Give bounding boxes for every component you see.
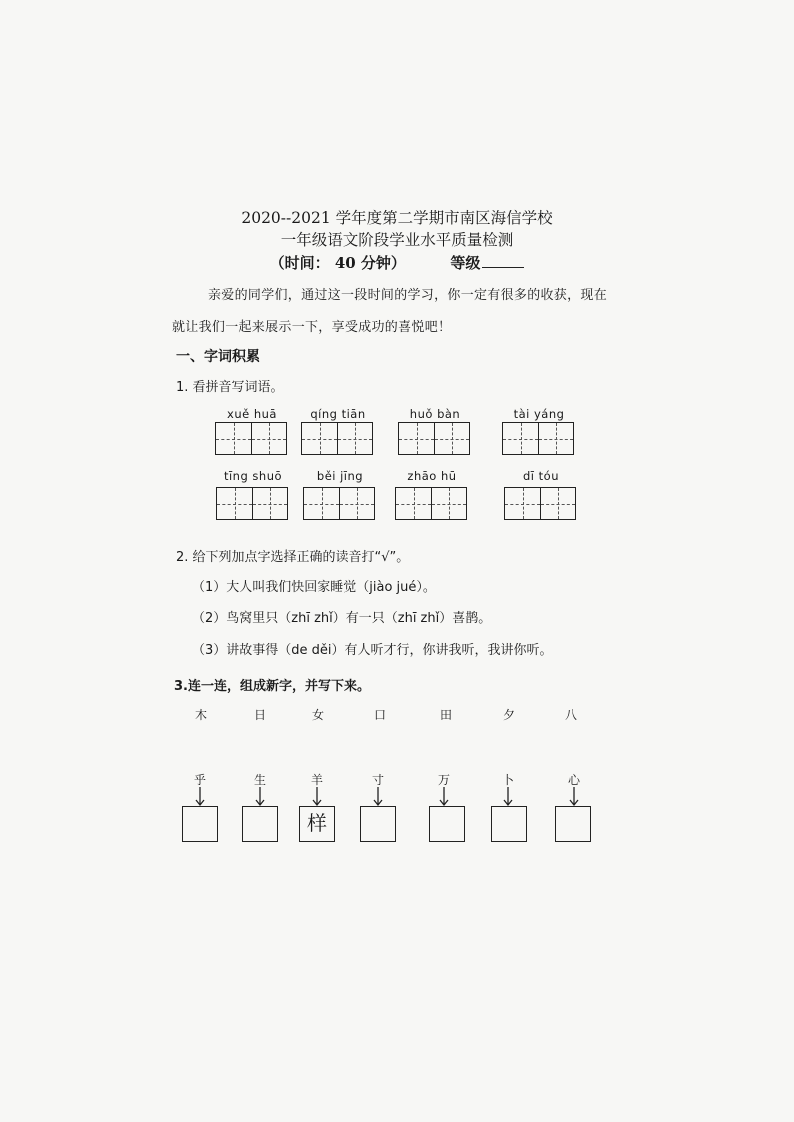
tianzige-grid[interactable] <box>301 422 373 455</box>
pinyin-word-5 <box>216 469 290 524</box>
tianzige-cell[interactable] <box>302 423 337 454</box>
component-char[interactable]: 生 <box>253 773 266 787</box>
exam-subject-title: 一年级语文阶段学业水平质量检测 <box>280 231 514 249</box>
pinyin-label: tài yáng <box>513 407 565 421</box>
pinyin-word-6 <box>303 469 377 524</box>
pinyin-label: qíng tiān <box>310 407 366 421</box>
tianzige-cell[interactable] <box>252 488 287 519</box>
tianzige-cell[interactable] <box>538 423 573 454</box>
down-arrow-icon <box>434 787 454 807</box>
down-arrow-icon <box>250 787 270 807</box>
down-arrow-icon <box>190 787 210 807</box>
question-1-title: 1. 看拼音写词语。 <box>176 380 284 395</box>
component-char[interactable]: 羊 <box>310 773 323 787</box>
grade-label: 等级 <box>450 254 481 272</box>
tianzige-cell[interactable] <box>431 488 466 519</box>
down-arrow-icon <box>564 787 584 807</box>
radical-char[interactable]: 女 <box>311 708 324 722</box>
radical-char[interactable]: 日 <box>253 708 266 722</box>
radical-char[interactable]: 田 <box>439 708 452 722</box>
down-arrow-icon <box>368 787 388 807</box>
pinyin-label: huǒ bàn <box>409 407 461 421</box>
answer-box[interactable] <box>242 806 278 842</box>
intro-line-1: 亲爱的同学们，通过这一段时间的学习，你一定有很多的收获，现在 <box>208 288 608 303</box>
pinyin-label: běi jīng <box>316 469 364 483</box>
question-3-title: 3.连一连，组成新字，并写下来。 <box>174 679 370 694</box>
pinyin-word-3 <box>398 407 472 457</box>
radical-char[interactable]: 夕 <box>502 708 515 722</box>
pinyin-word-1 <box>215 407 289 457</box>
answer-box[interactable] <box>182 806 218 842</box>
radical-char[interactable]: 口 <box>373 708 386 722</box>
tianzige-grid[interactable] <box>303 487 375 520</box>
answer-box[interactable] <box>555 806 591 842</box>
tianzige-cell[interactable] <box>434 423 469 454</box>
component-char[interactable]: 卜 <box>501 773 514 787</box>
radical-char[interactable]: 木 <box>194 708 207 722</box>
exam-time-grade-line <box>0 252 794 273</box>
tianzige-cell[interactable] <box>540 488 575 519</box>
tianzige-grid[interactable] <box>215 422 287 455</box>
component-char[interactable]: 寸 <box>371 773 384 787</box>
tianzige-cell[interactable] <box>399 423 434 454</box>
tianzige-grid[interactable] <box>398 422 470 455</box>
tianzige-cell[interactable] <box>503 423 538 454</box>
tianzige-cell[interactable] <box>505 488 540 519</box>
answer-box[interactable] <box>491 806 527 842</box>
tianzige-cell[interactable] <box>396 488 431 519</box>
tianzige-cell[interactable] <box>337 423 372 454</box>
down-arrow-icon <box>307 787 327 807</box>
answer-box[interactable]: 样 <box>299 806 335 842</box>
tianzige-grid[interactable] <box>395 487 467 520</box>
pinyin-label: zhāo hū <box>407 469 457 483</box>
time-label: （时间： 40 分钟） <box>269 254 406 272</box>
section-1-title: 一、字词积累 <box>176 349 260 365</box>
exam-school-title: 2020--2021 学年度第二学期市南区海信学校 <box>241 209 553 227</box>
component-char[interactable]: 乎 <box>193 773 206 787</box>
tianzige-cell[interactable] <box>251 423 286 454</box>
question-2-item-3: （3）讲故事得（de děi）有人听才行，你讲我听，我讲你听。 <box>192 643 553 658</box>
intro-line-2: 就让我们一起来展示一下，享受成功的喜悦吧！ <box>172 320 452 335</box>
pinyin-word-7 <box>395 469 469 524</box>
question-2-item-1: （1）大人叫我们快回家睡觉（jiào jué）。 <box>192 580 436 595</box>
pinyin-label: tīng shuō <box>223 469 283 483</box>
pinyin-word-4 <box>502 407 576 457</box>
question-2-item-2: （2）鸟窝里只（zhī zhǐ）有一只（zhī zhǐ）喜鹊。 <box>192 611 492 626</box>
tianzige-grid[interactable] <box>502 422 574 455</box>
question-2-title: 2. 给下列加点字选择正确的读音打“√”。 <box>176 550 410 565</box>
answer-box[interactable] <box>360 806 396 842</box>
tianzige-grid[interactable] <box>504 487 576 520</box>
component-char[interactable]: 心 <box>567 773 580 787</box>
pinyin-word-8 <box>504 469 578 524</box>
pinyin-label: dī tóu <box>523 469 559 483</box>
tianzige-cell[interactable] <box>216 423 251 454</box>
pinyin-label: xuě huā <box>227 407 277 421</box>
pinyin-word-2 <box>301 407 375 457</box>
answer-box[interactable] <box>429 806 465 842</box>
component-char[interactable]: 万 <box>437 773 450 787</box>
tianzige-cell[interactable] <box>217 488 252 519</box>
tianzige-grid[interactable] <box>216 487 288 520</box>
tianzige-cell[interactable] <box>339 488 374 519</box>
down-arrow-icon <box>498 787 518 807</box>
tianzige-cell[interactable] <box>304 488 339 519</box>
grade-blank[interactable] <box>482 253 524 268</box>
radical-char[interactable]: 八 <box>564 708 577 722</box>
